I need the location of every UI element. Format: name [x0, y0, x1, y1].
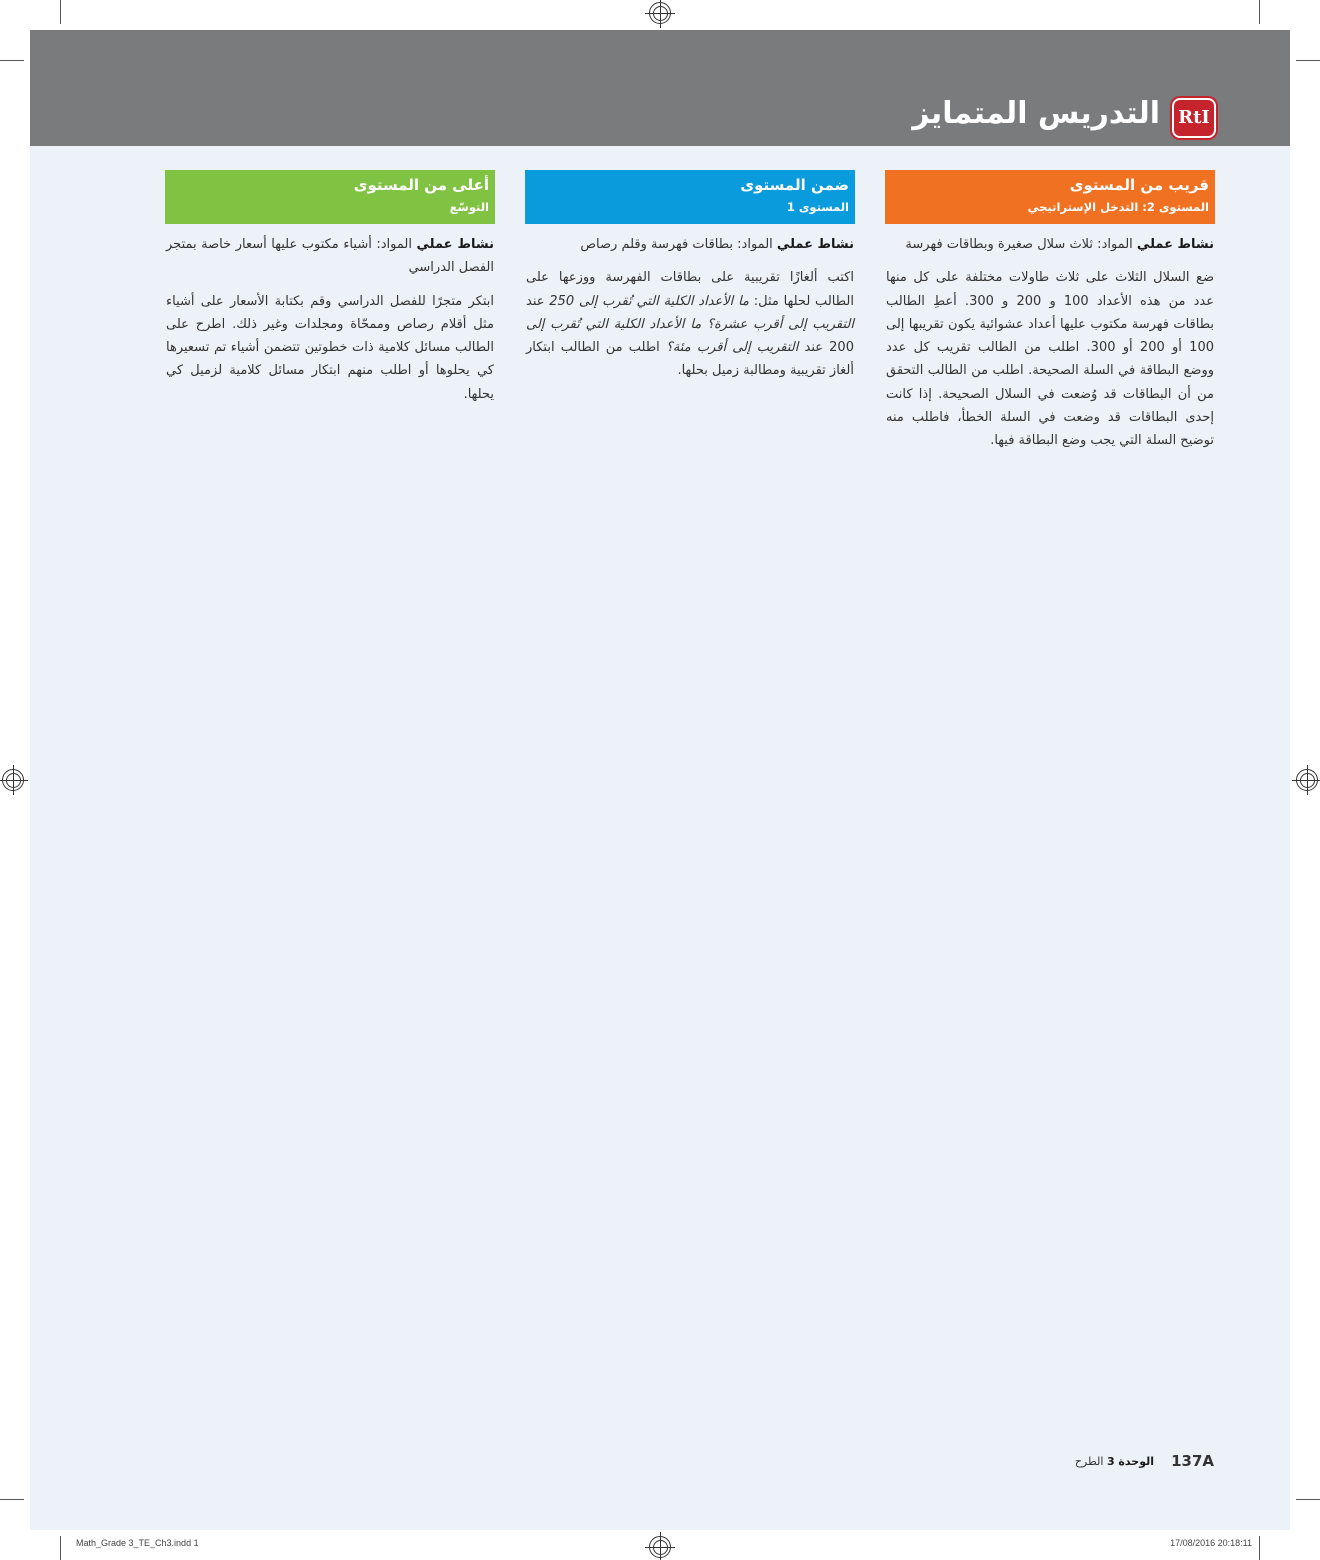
activity-text — [526, 266, 854, 382]
page — [30, 30, 1290, 1530]
crop-mark — [60, 1536, 61, 1560]
activity-text-part: 200 عند — [798, 340, 854, 356]
rti-badge-icon: RtI — [1172, 98, 1216, 138]
registration-mark-icon — [1296, 769, 1318, 791]
registration-mark-icon — [2, 769, 24, 791]
materials-text: المواد: ثلاث سلال صغيرة وبطاقات فهرسة — [905, 237, 1133, 252]
materials-line — [526, 233, 854, 256]
materials-line — [886, 233, 1214, 256]
registration-mark-icon — [649, 1536, 671, 1558]
activity-label: نشاط عملي — [776, 237, 854, 252]
crop-mark — [1296, 60, 1320, 61]
crop-mark — [1296, 1499, 1320, 1500]
activity-text-part: عند — [526, 293, 550, 309]
column-header-title: أعلى من المستوى — [353, 176, 489, 194]
banner-title: التدريس المتمايز — [912, 96, 1160, 131]
activity-label: نشاط عملي — [416, 237, 494, 252]
activity-text-part: اطلب من الطالب ابتكار ألغاز تقريبية ومطالبة زميل بحلها. — [526, 340, 854, 379]
riddle-example: التقريب إلى أقرب مئة؟ — [665, 340, 799, 356]
riddle-example: التقريب إلى أقرب عشرة؟ ما الأعداد الكلية التي تُقرب — [550, 316, 854, 332]
materials-text: المواد: أشياء مكتوب عليها أسعار خاصة بمتجر الفصل الدراسي — [166, 237, 494, 276]
column-header-subtitle: المستوى 1 — [786, 200, 849, 214]
slug-filename: Math_Grade 3_TE_Ch3.indd 1 — [76, 1538, 199, 1548]
crop-mark — [1259, 1536, 1260, 1560]
page-number: 137A — [1171, 1452, 1214, 1470]
column-header-title: قريب من المستوى — [1069, 176, 1209, 194]
column-header — [525, 170, 855, 224]
activity-text: ضع السلال الثلاث على ثلاث طاولات مختلفة على كل منها عدد من هذه الأعداد 100 و 200 و 300. أعطِ الطالب بطاقات فهرسة مكتوب عليها أعداد عشوائية يكون تقريبها إلى 100 أو 200 أو 300. اطلب من الطالب تقريب كل عدد ووضع البطاقة في السلة الصحيحة. اطلب من الطالب التحقق من أن البطاقات قد وُضعت في السلال الصحيحة. إذا كانت إحدى البطاقات قد وضعت في السلة الخطأ، فاطلب منه توضيح السلة التي يجب وضع البطاقة فيها. — [886, 270, 1215, 449]
column-approaching-level — [885, 170, 1215, 453]
chapter-topic: الطرح — [1074, 1455, 1104, 1468]
crop-mark — [60, 0, 61, 24]
chapter-footer — [1075, 1455, 1154, 1468]
crop-mark — [1259, 0, 1260, 24]
materials-text: المواد: بطاقات فهرسة وقلم رصاص — [580, 237, 773, 252]
riddle-example: إلى — [526, 316, 545, 332]
column-header — [885, 170, 1215, 224]
chapter-label: الوحدة 3 — [1106, 1455, 1154, 1468]
materials-line — [166, 233, 494, 280]
column-body — [525, 233, 855, 383]
section-banner — [30, 30, 1290, 146]
slug-timestamp: 17/08/2016 20:18:11 — [1170, 1538, 1252, 1548]
column-on-level — [525, 170, 855, 383]
riddle-example: ما الأعداد الكلية التي تُقرب إلى 250 — [549, 293, 749, 309]
activity-text: ابتكر متجرًا للفصل الدراسي وقم بكتابة الأسعار على أشياء مثل أقلام رصاص وممحّاة ومجلدات وغير ذلك. اطرح على الطالب مسائل كلامية ذات خطوتين تتضمن أشياء تم تسعيرها كي يحلوها أو اطلب منهم ابتكار مسائل كلامية لزميل كي يحلها. — [166, 293, 494, 402]
crop-mark — [0, 60, 24, 61]
column-body — [165, 233, 495, 406]
column-beyond-level — [165, 170, 495, 406]
registration-mark-icon — [649, 2, 671, 24]
column-header — [165, 170, 495, 224]
column-header-subtitle: التوسّع — [449, 200, 489, 214]
column-header-subtitle: المستوى 2: التدخل الإستراتيجي — [1027, 200, 1209, 214]
crop-mark — [0, 1499, 24, 1500]
column-header-title: ضمن المستوى — [740, 176, 849, 194]
activity-text-part: اكتب ألغازًا تقريبية على بطاقات الفهرسة ووزعها على الطالب لحلها مثل: — [526, 270, 854, 309]
column-body — [885, 233, 1215, 453]
activity-label: نشاط عملي — [1136, 237, 1214, 252]
